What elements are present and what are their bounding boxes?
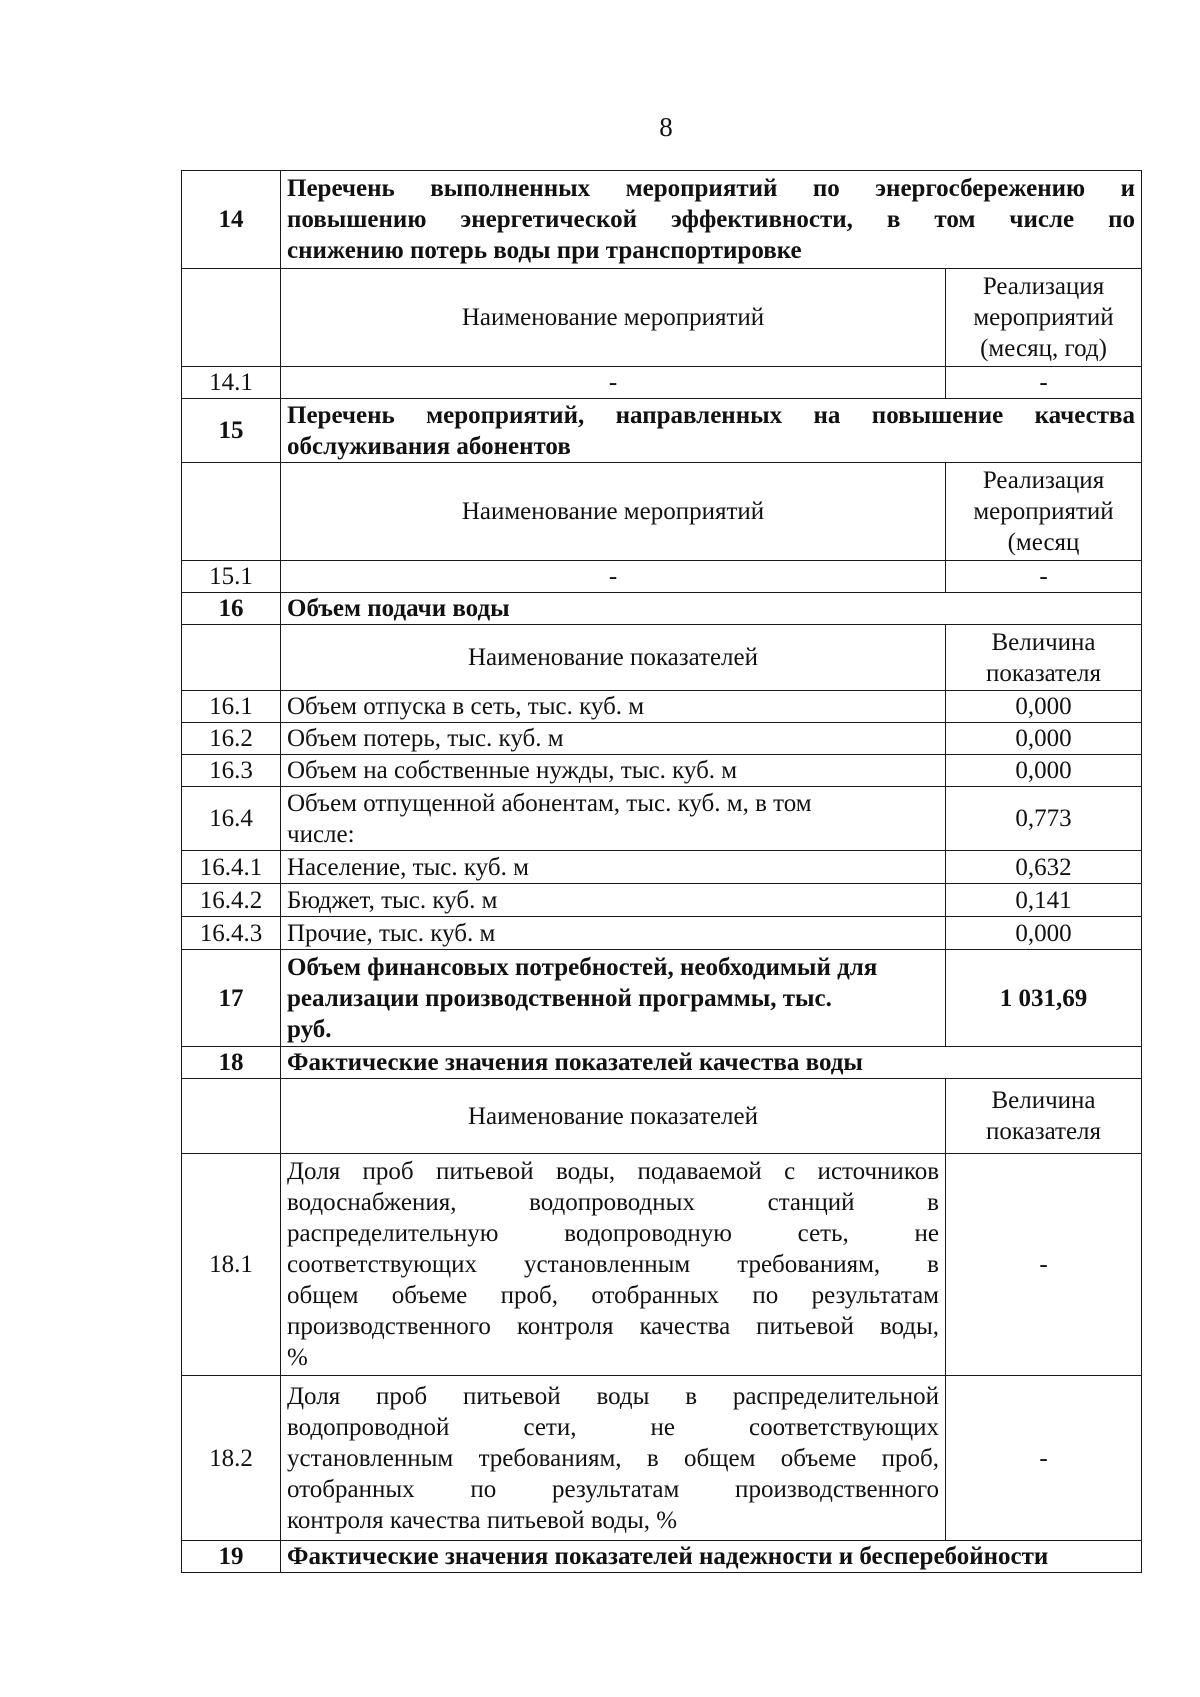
row-name: - <box>281 367 946 399</box>
row-name: Население, тыс. куб. м <box>281 851 946 884</box>
financial-needs-value: 1 031,69 <box>946 950 1142 1047</box>
section-14-title-row <box>182 171 1142 269</box>
column-header-name: Наименование мероприятий <box>281 463 946 561</box>
section-16-title-row <box>182 593 1142 625</box>
row-value: 0,632 <box>946 851 1142 884</box>
row-number: 16.2 <box>182 723 281 755</box>
row-name: Доля проб питьевой воды, подаваемой с источников водоснабжения, водопроводных станций в распределительную водопроводную сеть, не соответствующих установленным требованиям, в общем объеме проб, отобранных по результатам производственного контроля качества питьевой воды, % <box>281 1154 946 1376</box>
section-18-title-row <box>182 1047 1142 1079</box>
section-number: 19 <box>182 1541 281 1573</box>
empty-cell <box>182 1079 281 1154</box>
row-number: 16.3 <box>182 755 281 787</box>
table-row <box>182 1154 1142 1376</box>
row-number: 15.1 <box>182 561 281 593</box>
section-number: 18 <box>182 1047 281 1079</box>
page-number: 8 <box>659 112 673 142</box>
row-name: Бюджет, тыс. куб. м <box>281 884 946 917</box>
column-header-value: Величина показателя <box>946 625 1142 691</box>
table-row <box>182 851 1142 884</box>
row-value: 0,000 <box>946 723 1142 755</box>
table-row <box>182 561 1142 593</box>
row-name: Объем на собственные нужды, тыс. куб. м <box>281 755 946 787</box>
table-row <box>182 884 1142 917</box>
row-name: Объем отпуска в сеть, тыс. куб. м <box>281 691 946 723</box>
section-14-header-row <box>182 269 1142 367</box>
column-header-name: Наименование мероприятий <box>281 269 946 367</box>
table-row <box>182 367 1142 399</box>
row-value: - <box>946 367 1142 399</box>
row-number: 16.4.2 <box>182 884 281 917</box>
section-title: Фактические значения показателей качества воды <box>281 1047 1142 1079</box>
section-number: 17 <box>182 950 281 1047</box>
empty-cell <box>182 269 281 367</box>
row-value: - <box>946 1376 1142 1541</box>
column-header-name: Наименование показателей <box>281 1079 946 1154</box>
row-value: 0,000 <box>946 917 1142 950</box>
section-17-row <box>182 950 1142 1047</box>
empty-cell <box>182 625 281 691</box>
section-title: Фактические значения показателей надежности и бесперебойности <box>281 1541 1142 1573</box>
column-header-value: Реализация мероприятий (месяц <box>946 463 1142 561</box>
row-number: 16.4 <box>182 787 281 851</box>
row-name: Объем отпущенной абонентам, тыс. куб. м, в том числе: <box>281 787 946 851</box>
section-15-title-row <box>182 399 1142 463</box>
row-number: 14.1 <box>182 367 281 399</box>
column-header-value: Реализация мероприятий (месяц, год) <box>946 269 1142 367</box>
row-name: Прочие, тыс. куб. м <box>281 917 946 950</box>
column-header-name: Наименование показателей <box>281 625 946 691</box>
section-title: Перечень мероприятий, направленных на повышение качества обслуживания абонентов <box>281 399 1142 463</box>
empty-cell <box>182 463 281 561</box>
row-name: Объем потерь, тыс. куб. м <box>281 723 946 755</box>
row-value: 0,141 <box>946 884 1142 917</box>
table-row <box>182 691 1142 723</box>
row-number: 16.4.3 <box>182 917 281 950</box>
column-header-value: Величина показателя <box>946 1079 1142 1154</box>
section-number: 16 <box>182 593 281 625</box>
row-value: 0,000 <box>946 691 1142 723</box>
row-value: 0,773 <box>946 787 1142 851</box>
row-number: 18.1 <box>182 1154 281 1376</box>
section-number: 15 <box>182 399 281 463</box>
table-row <box>182 723 1142 755</box>
table-row <box>182 755 1142 787</box>
table-row <box>182 917 1142 950</box>
production-program-table <box>181 170 1142 1573</box>
row-number: 16.4.1 <box>182 851 281 884</box>
row-name: Доля проб питьевой воды в распределительной водопроводной сети, не соответствующих установленным требованиям, в общем объеме проб, отобранных по результатам производственного контроля качества питьевой воды, % <box>281 1376 946 1541</box>
section-number: 14 <box>182 171 281 269</box>
row-number: 18.2 <box>182 1376 281 1541</box>
section-18-header-row <box>182 1079 1142 1154</box>
row-value: 0,000 <box>946 755 1142 787</box>
row-value: - <box>946 1154 1142 1376</box>
table-row <box>182 1376 1142 1541</box>
row-name: - <box>281 561 946 593</box>
section-15-header-row <box>182 463 1142 561</box>
table-row <box>182 787 1142 851</box>
row-number: 16.1 <box>182 691 281 723</box>
section-title: Объем подачи воды <box>281 593 1142 625</box>
section-19-title-row <box>182 1541 1142 1573</box>
row-value: - <box>946 561 1142 593</box>
section-16-header-row <box>182 625 1142 691</box>
section-title: Перечень выполненных мероприятий по энергосбережению и повышению энергетической эффективности, в том числе по снижению потерь воды при транспортировке <box>281 171 1142 269</box>
section-title: Объем финансовых потребностей, необходимый для реализации производственной программы, тыс. руб. <box>281 950 946 1047</box>
